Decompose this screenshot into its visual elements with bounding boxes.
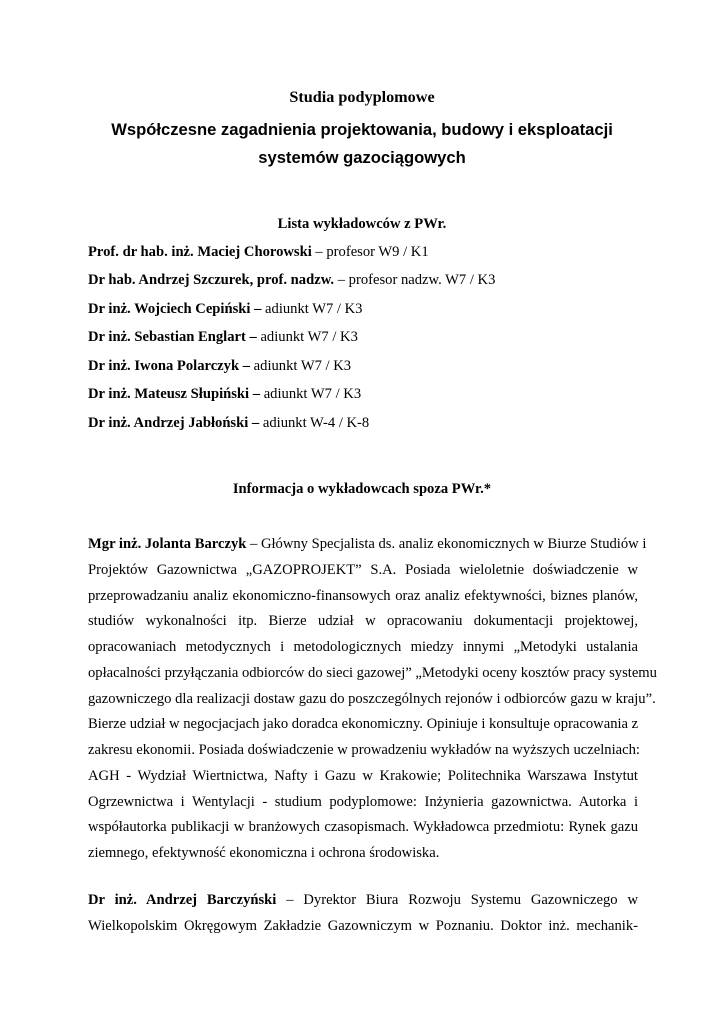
bio-line: Mgr inż. Jolanta Barczyk – Główny Specjalista ds. analiz ekonomicznych w Biurze Studiów i — [88, 536, 647, 552]
bio-line: zakresu ekonomii. Posiada doświadczenie w prowadzeniu wykładów na wyższych uczelniach: — [88, 742, 640, 758]
bio-line: Dr inż. Andrzej Barczyński – Dyrektor Biura Rozwoju Systemu Gazowniczego w — [88, 892, 639, 908]
bio-name: Mgr inż. Jolanta Barczyk — [88, 536, 247, 552]
lecturer-entry — [88, 385, 361, 403]
pwr-lecturers-heading: Lista wykładowców z PWr. — [277, 216, 447, 232]
bio-line: ziemnego, efektywność ekonomiczna i ochrona środowiska. — [88, 845, 440, 861]
lecturer-role: adiunkt W7 / K3 — [260, 386, 362, 402]
lecturer-name: Dr hab. Andrzej Szczurek, prof. nadzw. — [88, 272, 335, 288]
bio-name: Dr inż. Andrzej Barczyński — [88, 892, 277, 908]
lecturer-role: – profesor nadzw. W7 / K3 — [334, 272, 496, 288]
document-title: Studia podyplomowe — [289, 88, 435, 106]
course-name-line-1: Współczesne zagadnienia projektowania, budowy i eksploatacji — [111, 120, 613, 139]
lecturer-entry — [88, 328, 358, 346]
lecturer-entry — [88, 243, 429, 261]
lecturer-name: Dr inż. Sebastian Englart – — [88, 329, 257, 345]
lecturer-role: adiunkt W-4 / K-8 — [259, 415, 370, 431]
lecturer-name: Prof. dr hab. inż. Maciej Chorowski — [88, 244, 312, 260]
lecturer-role: – profesor W9 / K1 — [311, 244, 429, 260]
lecturer-role: adiunkt W7 / K3 — [256, 329, 358, 345]
lecturer-entry — [88, 300, 362, 318]
bio-line: Wielkopolskim Okręgowym Zakładzie Gazowniczym w Poznaniu. Doktor inż. mechanik- — [88, 918, 638, 934]
lecturer-entry — [88, 271, 495, 289]
lecturer-name: Dr inż. Andrzej Jabłoński – — [88, 415, 260, 431]
bio-line: przeprowadzaniu analiz ekonomiczno-finansowych oraz analiz efektywności, biznes planów, — [88, 588, 638, 604]
bio-line: Ogrzewnictwa i Wentylacji - studium podyplomowe: Inżynieria gazownictwa. Autorka i — [88, 794, 638, 810]
bio-line: współautorka publikacji w branżowych czasopismach. Wykładowca przedmiotu: Rynek gazu — [88, 819, 638, 835]
lecturer-name: Dr inż. Wojciech Cepiński – — [88, 301, 262, 317]
lecturer-entry — [88, 357, 351, 375]
lecturer-entry — [88, 414, 369, 432]
lecturer-name: Dr inż. Iwona Polarczyk – — [88, 358, 251, 374]
bio-line: Bierze udział w negocjacjach jako doradca ekonomiczny. Opiniuje i konsultuje opracowania z — [88, 716, 639, 732]
lecturer-role: adiunkt W7 / K3 — [250, 358, 352, 374]
bio-line: opłacalności przyłączania odbiorców do sieci gazowej” „Metodyki oceny kosztów pracy systemu — [88, 665, 657, 681]
bio-line: Projektów Gazownictwa „GAZOPROJEKT” S.A. Posiada wieloletnie doświadczenie w — [88, 562, 638, 578]
bio-line: opracowaniach metodycznych i metodologicznych miedzy innymi „Metodyki ustalania — [88, 639, 638, 655]
external-lecturers-heading: Informacja o wykładowcach spoza PWr.* — [232, 481, 492, 497]
lecturer-name: Dr inż. Mateusz Słupiński – — [88, 386, 261, 402]
bio-line: studiów wykonalności itp. Bierze udział w opracowaniu dokumentacji projektowej, — [88, 613, 638, 629]
bio-line: gazowniczego dla realizacji dostaw gazu do poszczególnych rejonów i odbiorców gazu w kraju”. — [88, 691, 656, 707]
bio-line: AGH - Wydział Wiertnictwa, Nafty i Gazu w Krakowie; Politechnika Warszawa Instytut — [88, 768, 638, 784]
lecturer-role: adiunkt W7 / K3 — [261, 301, 363, 317]
course-name-line-2: systemów gazociągowych — [258, 148, 466, 167]
